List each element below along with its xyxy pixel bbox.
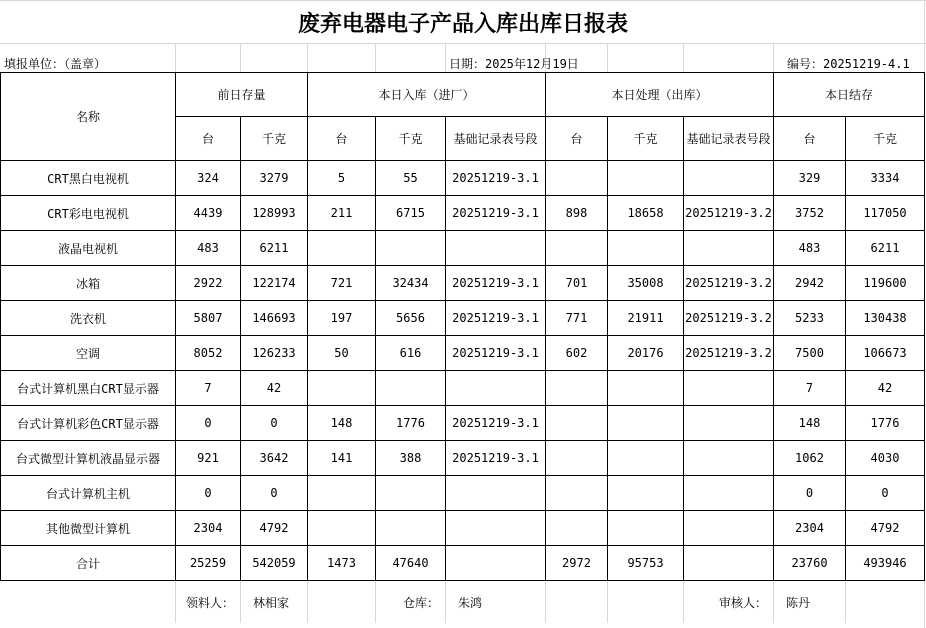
balance-weight: 117050 [846,196,925,231]
in-record-number: 20251219-3.1 [446,266,546,301]
out-count: 771 [546,301,608,336]
in-count [308,476,376,511]
header-unit-weight: 千克 [608,117,684,161]
item-name: 台式计算机黑白CRT显示器 [1,371,176,406]
sig-blank [608,581,684,624]
item-name: 液晶电视机 [1,231,176,266]
item-name: 台式微型计算机液晶显示器 [1,441,176,476]
prev-weight: 128993 [241,196,308,231]
out-count [546,476,608,511]
out-weight: 35008 [608,266,684,301]
table-row [1,476,925,511]
in-record-number [446,231,546,266]
grid-line [175,43,176,72]
balance-weight: 130438 [846,301,925,336]
balance-weight: 4030 [846,441,925,476]
balance-count: 483 [774,231,846,266]
prev-count: 324 [176,161,241,196]
out-weight [608,231,684,266]
prev-weight: 6211 [241,231,308,266]
out-record-number: 20251219-3.2 [684,266,774,301]
item-name: CRT彩电电视机 [1,196,176,231]
in-count: 197 [308,301,376,336]
in-count: 721 [308,266,376,301]
item-name: CRT黑白电视机 [1,161,176,196]
prev-weight: 0 [241,406,308,441]
balance-count: 329 [774,161,846,196]
header-unit-count: 台 [774,117,846,161]
prev-count: 2304 [176,511,241,546]
balance-count: 23760 [774,546,846,581]
grid-line [607,43,608,72]
out-record-number [684,476,774,511]
prev-weight: 126233 [241,336,308,371]
grid-line [445,43,446,72]
in-weight [376,476,446,511]
out-count: 898 [546,196,608,231]
out-count: 2972 [546,546,608,581]
receiver-name: 林相家 [241,581,308,624]
out-record-number: 20251219-3.2 [684,301,774,336]
out-count [546,371,608,406]
in-weight: 55 [376,161,446,196]
header-unit-count: 台 [546,117,608,161]
in-count [308,231,376,266]
out-count [546,231,608,266]
in-count: 148 [308,406,376,441]
out-record-number [684,441,774,476]
header-in-today: 本日入库（进厂） [308,73,546,117]
warehouse-label: 仓库： [376,581,446,624]
in-weight: 616 [376,336,446,371]
grid-line [240,43,241,72]
header-out-today: 本日处理（出库） [546,73,774,117]
prev-count: 2922 [176,266,241,301]
balance-weight: 119600 [846,266,925,301]
in-weight: 1776 [376,406,446,441]
in-weight: 6715 [376,196,446,231]
header-name: 名称 [1,73,176,161]
prev-weight: 542059 [241,546,308,581]
balance-count: 148 [774,406,846,441]
warehouse-name: 朱鸿 [446,581,546,624]
report-number: 编号：20251219-4.1 [787,57,910,71]
report-table [0,72,925,623]
balance-weight: 6211 [846,231,925,266]
out-record-number [684,231,774,266]
balance-weight: 4792 [846,511,925,546]
header-unit-count: 台 [308,117,376,161]
in-weight [376,231,446,266]
sig-blank [546,581,608,624]
in-weight [376,511,446,546]
prev-count: 921 [176,441,241,476]
out-weight: 18658 [608,196,684,231]
table-row [1,266,925,301]
in-weight [376,371,446,406]
header-unit-weight: 千克 [376,117,446,161]
out-count [546,511,608,546]
out-record-number [684,546,774,581]
in-record-number [446,511,546,546]
auditor-label: 审核人： [684,581,774,624]
in-count: 1473 [308,546,376,581]
sig-blank [1,581,176,624]
table-row [1,336,925,371]
in-weight: 5656 [376,301,446,336]
out-count: 602 [546,336,608,371]
item-name: 台式计算机主机 [1,476,176,511]
in-count: 211 [308,196,376,231]
in-weight: 47640 [376,546,446,581]
in-record-number: 20251219-3.1 [446,441,546,476]
header-record-number: 基础记录表号段 [684,117,774,161]
item-name: 台式计算机彩色CRT显示器 [1,406,176,441]
balance-count: 1062 [774,441,846,476]
out-weight [608,441,684,476]
table-row [1,196,925,231]
total-row [1,546,925,581]
in-record-number: 20251219-3.1 [446,161,546,196]
out-weight [608,406,684,441]
prev-weight: 3642 [241,441,308,476]
table-row [1,441,925,476]
in-weight: 388 [376,441,446,476]
sig-blank [308,581,376,624]
in-record-number: 20251219-3.1 [446,301,546,336]
prev-count: 483 [176,231,241,266]
out-weight [608,476,684,511]
in-record-number: 20251219-3.1 [446,196,546,231]
prev-weight: 42 [241,371,308,406]
auditor-name: 陈丹 [774,581,846,624]
item-name: 洗衣机 [1,301,176,336]
grid-line [0,0,926,1]
table-row [1,511,925,546]
item-name: 冰箱 [1,266,176,301]
in-count [308,371,376,406]
prev-count: 7 [176,371,241,406]
out-weight [608,371,684,406]
balance-weight: 3334 [846,161,925,196]
in-record-number [446,371,546,406]
out-weight: 20176 [608,336,684,371]
balance-count: 5233 [774,301,846,336]
out-record-number [684,511,774,546]
prev-weight: 122174 [241,266,308,301]
table-row [1,301,925,336]
grid-line [0,43,926,44]
header-prev-stock: 前日存量 [176,73,308,117]
header-unit-weight: 千克 [846,117,925,161]
balance-weight: 493946 [846,546,925,581]
header-unit-weight: 千克 [241,117,308,161]
table-row [1,231,925,266]
in-record-number [446,476,546,511]
out-count [546,161,608,196]
out-record-number: 20251219-3.2 [684,196,774,231]
out-record-number [684,161,774,196]
grid-line [773,43,774,72]
prev-weight: 4792 [241,511,308,546]
out-record-number [684,406,774,441]
reporting-unit: 填报单位：（盖章） [4,57,107,71]
in-count: 5 [308,161,376,196]
item-name: 空调 [1,336,176,371]
balance-weight: 106673 [846,336,925,371]
prev-count: 8052 [176,336,241,371]
balance-count: 2304 [774,511,846,546]
in-count: 141 [308,441,376,476]
out-record-number [684,371,774,406]
prev-count: 25259 [176,546,241,581]
out-count [546,441,608,476]
prev-count: 4439 [176,196,241,231]
out-weight [608,161,684,196]
out-count [546,406,608,441]
out-weight [608,511,684,546]
balance-weight: 42 [846,371,925,406]
table-row [1,371,925,406]
prev-count: 0 [176,476,241,511]
balance-weight: 0 [846,476,925,511]
report-date: 日期：2025年12月19日 [449,57,579,71]
grid-line [375,43,376,72]
grid-line [683,43,684,72]
out-weight: 95753 [608,546,684,581]
in-weight: 32434 [376,266,446,301]
sig-blank [846,581,925,624]
prev-weight: 0 [241,476,308,511]
out-weight: 21911 [608,301,684,336]
balance-count: 7500 [774,336,846,371]
prev-count: 5807 [176,301,241,336]
balance-weight: 1776 [846,406,925,441]
receiver-label: 领料人： [176,581,241,624]
in-count: 50 [308,336,376,371]
out-record-number: 20251219-3.2 [684,336,774,371]
balance-count: 2942 [774,266,846,301]
header-balance: 本日结存 [774,73,925,117]
in-record-number: 20251219-3.1 [446,336,546,371]
item-name: 其他微型计算机 [1,511,176,546]
out-count: 701 [546,266,608,301]
prev-count: 0 [176,406,241,441]
grid-line [307,43,308,72]
balance-count: 0 [774,476,846,511]
table-row [1,161,925,196]
balance-count: 7 [774,371,846,406]
item-name: 合计 [1,546,176,581]
table-row [1,406,925,441]
header-unit-count: 台 [176,117,241,161]
in-count [308,511,376,546]
in-record-number [446,546,546,581]
header-record-number: 基础记录表号段 [446,117,546,161]
report-title: 废弃电器电子产品入库出库日报表 [297,11,628,37]
prev-weight: 146693 [241,301,308,336]
prev-weight: 3279 [241,161,308,196]
in-record-number: 20251219-3.1 [446,406,546,441]
balance-count: 3752 [774,196,846,231]
